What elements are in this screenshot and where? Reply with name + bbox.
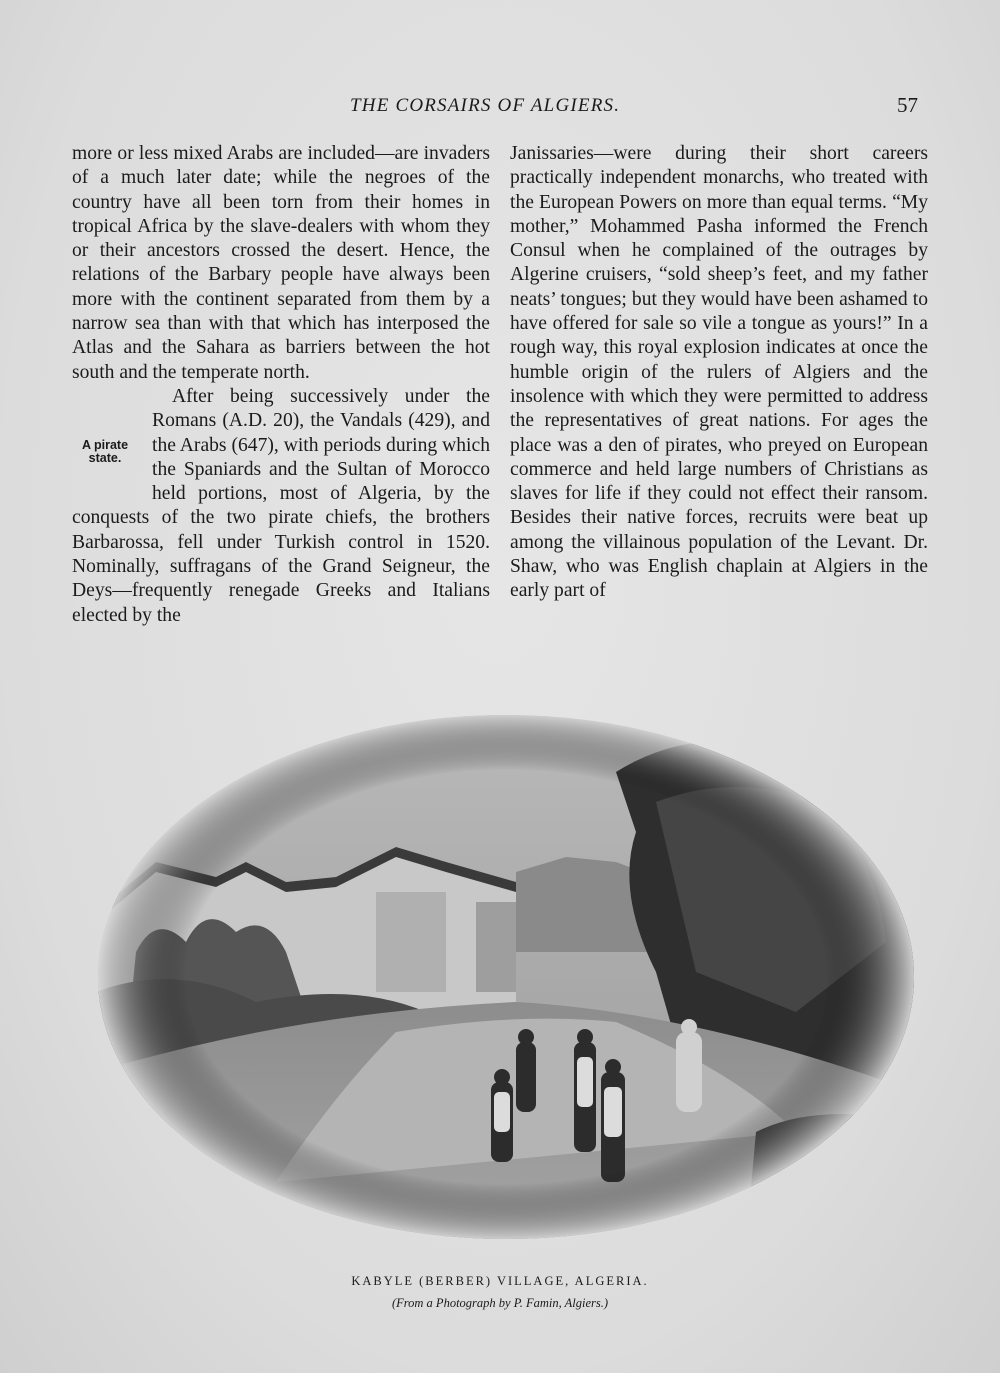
era-abbreviation: A.D.: [228, 410, 268, 432]
running-title: THE CORSAIRS OF ALGIERS.: [350, 95, 621, 116]
paragraph-2-rest: 20), the Vandals (429), and the Arabs (647), with periods during which the Spaniards and the Sultan of Morocco held portions, most of Algeria, by the conquests of the two pirate chiefs, the brothers Barbarossa, fell under Turkish control in 1520. Nominally, suffragans of the Grand Seigneur, the Deys—frequently renegade Greeks and Italians elected by the: [72, 410, 490, 626]
right-text-column: [510, 142, 928, 604]
margin-note: [64, 439, 146, 505]
left-text-column: [72, 142, 490, 628]
right-paragraph: Janissaries—were during their short careers practically independent monarchs, who treated with the European Powers on more than equal terms. “My mother,” Mohammed Pasha informed the French Consul when he complained of the outrages by Algerine cruisers, “sold sheep’s feet, and my father neats’ tongues; but they would have been ashamed to have offered for sale so vile a tongue as yours!” In a rough way, this royal explosion indicates at once the humble origin of the rulers of Algiers and the insolence with which they were permitted to address the representatives of great nations. For ages the place was a den of pirates, who preyed on European commerce and held large numbers of Christians as slaves for life if they could not effect their ransom. Besides their native forces, recruits were beat up among the villainous population of the Levant. Dr. Shaw, who was English chaplain at Algiers in the early part of: [510, 143, 928, 602]
village-photograph: [96, 712, 916, 1242]
margin-note-line-1: A pirate: [81, 437, 129, 452]
figure-caption: KABYLE (BERBER) VILLAGE, ALGERIA.: [351, 1274, 649, 1288]
margin-note-line-2: state.: [88, 450, 122, 465]
page-number: 57: [897, 93, 918, 117]
paragraph-2: [72, 385, 490, 628]
paragraph-2-start: After being successively under the Romans (: [152, 385, 490, 432]
paragraph-1: more or less mixed Arabs are included—are invaders of a much later date; while the negroes of the country have all been torn from their homes in tropical Africa by the slave-dealers with whom they or their ancestors crossed the desert. Hence, the relations of the Barbary people have always been more with the continent separated from them by a narrow sea than with that which has interposed the Atlas and the Sahara as barriers between the hot south and the temperate north.: [72, 143, 490, 383]
figure-credit: (From a Photograph by P. Famin, Algiers.): [391, 1296, 609, 1310]
